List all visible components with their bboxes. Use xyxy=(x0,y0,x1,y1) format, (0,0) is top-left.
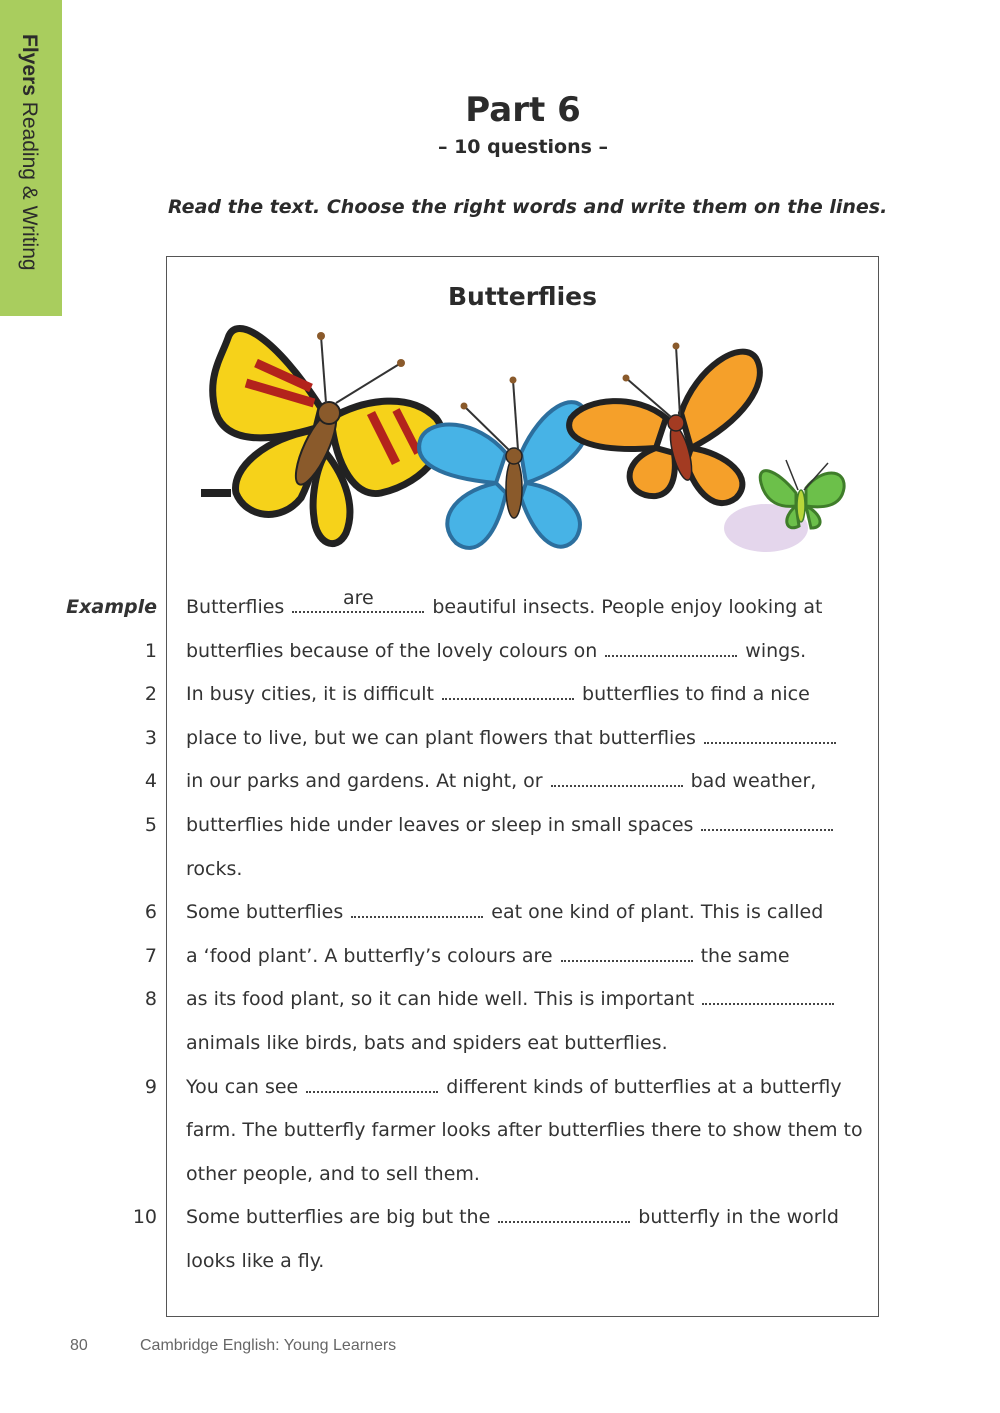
line-text-after: eat one kind of plant. This is called xyxy=(491,901,824,923)
text-line xyxy=(186,814,841,836)
line-text-before: as its food plant, so it can hide well. This is important xyxy=(186,988,695,1010)
side-tab-section: Reading & Writing xyxy=(18,101,41,271)
side-tab-level: Flyers xyxy=(18,34,41,96)
text-line xyxy=(186,988,842,1010)
line-text-before: place to live, but we can plant flowers that butterflies xyxy=(186,727,696,749)
line-text: looks like a fly. xyxy=(186,1250,325,1272)
line-text-before: Some butterflies are big but the xyxy=(186,1206,491,1228)
question-number: 7 xyxy=(144,945,157,967)
line-text-before: butterflies hide under leaves or sleep in small spaces xyxy=(186,814,694,836)
line-text-before: butterflies because of the lovely colours on xyxy=(186,640,598,662)
line-text-after: butterflies to find a nice xyxy=(582,683,810,705)
page-subtitle: – 10 questions – xyxy=(437,136,609,158)
text-line xyxy=(186,640,806,662)
question-number: 9 xyxy=(144,1076,157,1098)
page-title: Part 6 xyxy=(465,90,581,130)
text-line xyxy=(186,1119,863,1141)
answer-blank[interactable] xyxy=(605,643,737,657)
line-text-before: Some butterflies xyxy=(186,901,344,923)
question-number: 3 xyxy=(144,727,157,749)
story-title: Butterflies xyxy=(448,282,597,311)
line-text-before: a ‘food plant’. A butterfly’s colours are xyxy=(186,945,553,967)
line-text: other people, and to sell them. xyxy=(186,1163,480,1185)
answer-blank[interactable] xyxy=(306,1079,438,1093)
text-line xyxy=(186,1032,668,1054)
text-line xyxy=(186,1250,324,1272)
text-line xyxy=(186,1206,839,1228)
text-line xyxy=(186,727,844,749)
orange-butterfly-icon xyxy=(569,343,760,504)
line-text-after: beautiful insects. People enjoy looking at xyxy=(432,596,823,618)
line-text-after: wings. xyxy=(745,640,807,662)
answer-blank[interactable] xyxy=(498,1209,630,1223)
example-label: Example xyxy=(66,596,157,618)
answer-blank[interactable] xyxy=(561,948,693,962)
line-text-after: butterfly in the world xyxy=(638,1206,839,1228)
instruction-text: Read the text. Choose the right words and write them on the lines. xyxy=(168,196,888,218)
question-number: 4 xyxy=(144,770,157,792)
text-line xyxy=(186,1163,480,1185)
book-title: Cambridge English: Young Learners xyxy=(140,1337,397,1354)
side-tab xyxy=(0,0,62,316)
line-text-after: different kinds of butterflies at a butterfly xyxy=(446,1076,842,1098)
question-number: 2 xyxy=(144,683,157,705)
answer-blank[interactable] xyxy=(442,686,574,700)
page-number: 80 xyxy=(70,1337,88,1354)
butterflies-illustration xyxy=(196,318,856,570)
question-number: 5 xyxy=(144,814,157,836)
text-line xyxy=(186,858,242,880)
answer-blank[interactable] xyxy=(292,587,424,613)
answer-text: are xyxy=(342,587,374,609)
question-number: 10 xyxy=(132,1206,157,1228)
line-text-before: You can see xyxy=(186,1076,299,1098)
line-text-after: bad weather, xyxy=(690,770,817,792)
text-line xyxy=(186,1076,842,1098)
text-line xyxy=(186,945,790,967)
answer-blank[interactable] xyxy=(351,904,483,918)
text-line xyxy=(186,587,823,618)
blue-butterfly-icon xyxy=(419,377,588,548)
answer-blank[interactable] xyxy=(702,991,834,1005)
answer-blank[interactable] xyxy=(551,773,683,787)
yellow-butterfly-icon xyxy=(201,329,442,544)
line-text: rocks. xyxy=(186,858,243,880)
question-number: 1 xyxy=(144,640,157,662)
line-text-before: in our parks and gardens. At night, or xyxy=(186,770,543,792)
answer-blank[interactable] xyxy=(704,730,836,744)
question-number: 8 xyxy=(144,988,157,1010)
text-line xyxy=(186,901,823,923)
line-text-before: Butterflies xyxy=(186,596,285,618)
text-line xyxy=(186,770,816,792)
line-text-before: In busy cities, it is difficult xyxy=(186,683,435,705)
question-number: 6 xyxy=(144,901,157,923)
answer-blank[interactable] xyxy=(701,817,833,831)
line-text-after: the same xyxy=(700,945,790,967)
line-text: animals like birds, bats and spiders eat butterflies. xyxy=(186,1032,668,1054)
text-line xyxy=(186,683,810,705)
line-text: farm. The butterfly farmer looks after butterflies there to show them to xyxy=(186,1119,863,1141)
